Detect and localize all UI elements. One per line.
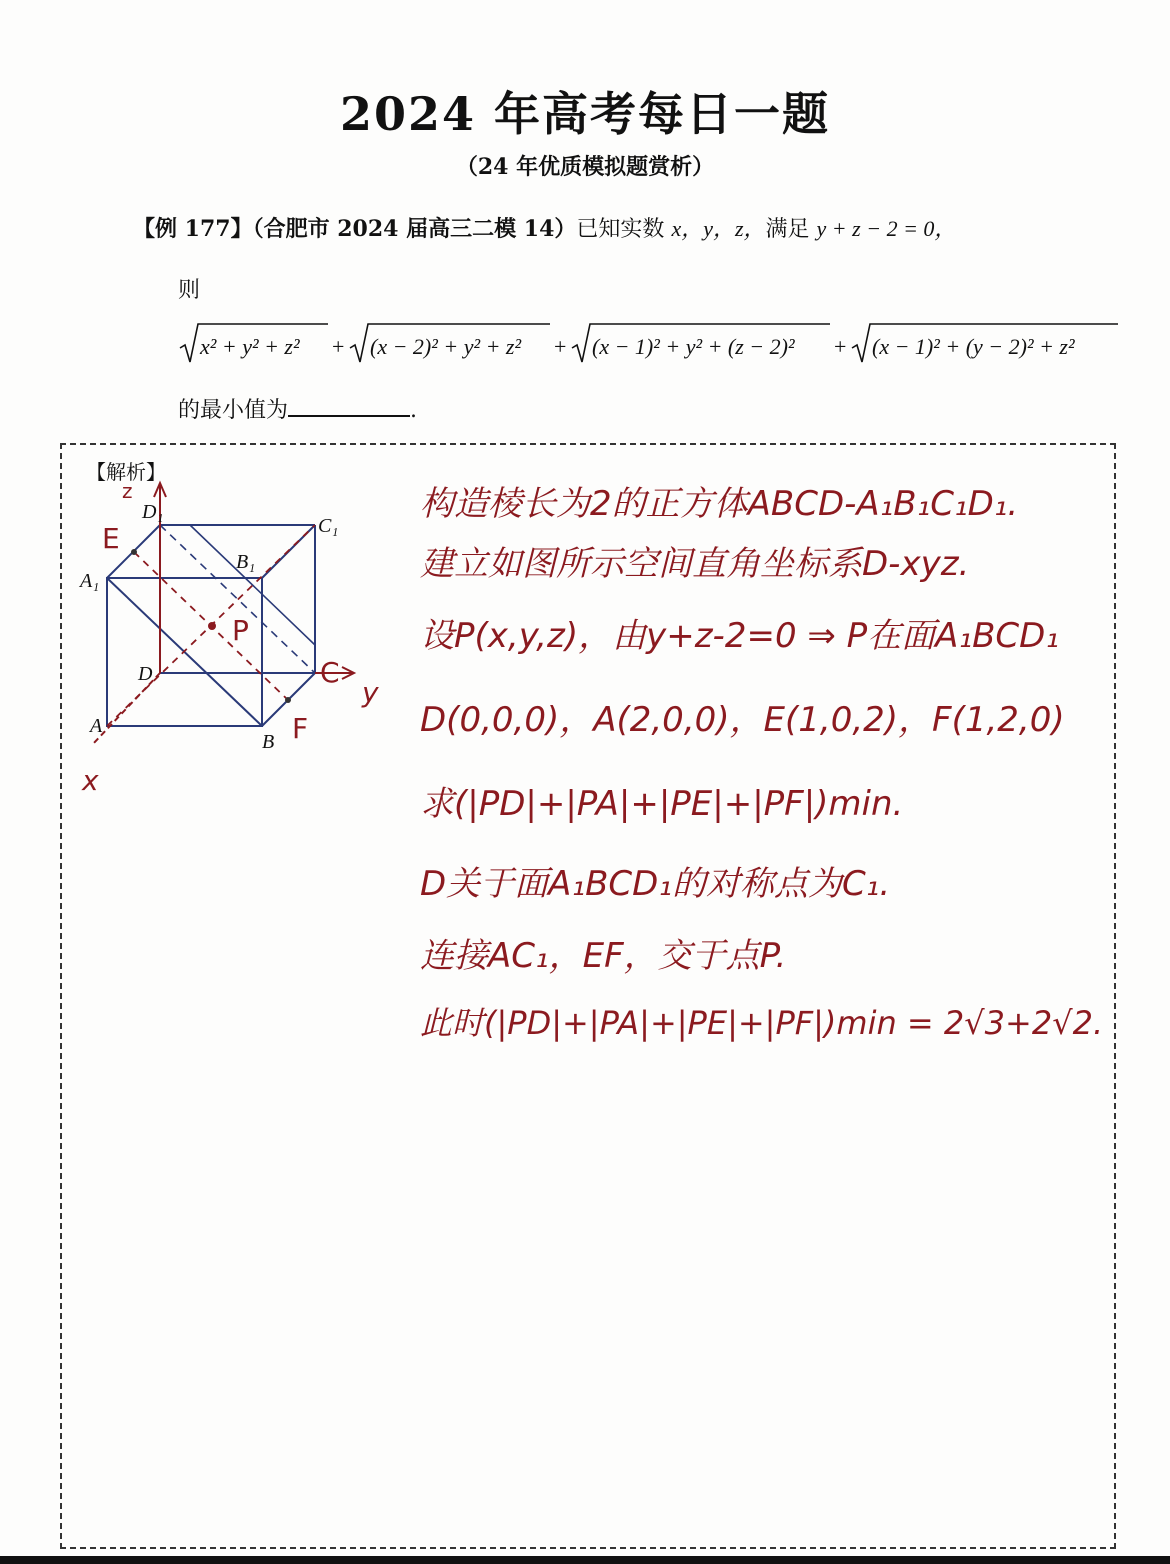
- formula-term-2: (x − 2)² + y² + z²: [370, 334, 522, 359]
- svg-text:+: +: [332, 334, 345, 359]
- hw-line-7: 连接AC₁，EF，交于点P.: [420, 936, 787, 976]
- formula: [178, 318, 1128, 368]
- example-tag: 【例 177】: [133, 216, 253, 242]
- label-C1: C₁: [318, 515, 339, 537]
- label-B: B: [262, 731, 275, 753]
- label-A: A: [90, 715, 103, 737]
- bottom-edge: [0, 1556, 1170, 1564]
- hw-line-6: D关于面A₁BCD₁的对称点为C₁.: [420, 864, 891, 904]
- answer-blank[interactable]: [288, 397, 410, 417]
- label-z: z: [122, 479, 133, 503]
- hw-line-3: 设P(x,y,z)，由y+z-2=0 ⇒ P在面A₁BCD₁: [420, 616, 1059, 656]
- problem-vars: x，y，z，: [671, 216, 766, 241]
- problem-statement: [133, 212, 956, 243]
- question-end: .: [410, 398, 418, 423]
- hw-line-5: 求(|PD|+|PA|+|PE|+|PF|)min.: [420, 784, 904, 824]
- question-text: 的最小值为: [178, 398, 289, 423]
- label-y: y: [362, 676, 379, 709]
- formula-term-4: (x − 1)² + (y − 2)² + z²: [872, 334, 1075, 359]
- formula-term-3: (x − 1)² + y² + (z − 2)²: [592, 334, 795, 359]
- hw-line-1: 构造棱长为2的正方体ABCD-A₁B₁C₁D₁.: [420, 484, 1019, 524]
- label-D1: D₁: [142, 501, 164, 523]
- label-P: P: [232, 614, 249, 647]
- formula-term-1: x² + y² + z²: [200, 334, 300, 359]
- hw-line-8: 此时(|PD|+|PA|+|PE|+|PF|)min = 2√3+2√2.: [420, 1004, 1104, 1042]
- problem-source: （合肥市 2024 届高三二模 14）: [252, 216, 577, 242]
- question-prompt: [178, 393, 417, 424]
- condition-prefix: 满足: [765, 217, 810, 242]
- hw-line-2: 建立如图所示空间直角坐标系D-xyz.: [420, 544, 970, 584]
- label-x: x: [82, 764, 99, 797]
- problem-text: 已知实数: [576, 217, 665, 242]
- page-title: 2024 年高考每日一题: [339, 87, 831, 141]
- then-word: 则: [178, 278, 201, 303]
- page-subtitle: （24 年优质模拟题赏析）: [455, 154, 715, 180]
- cube-figure: [70, 470, 400, 800]
- label-E: E: [102, 522, 120, 555]
- hw-line-4: D(0,0,0)，A(2,0,0)，E(1,0,2)，F(1,2,0): [420, 700, 1065, 740]
- label-F: F: [292, 712, 309, 745]
- svg-text:+: +: [554, 334, 567, 359]
- label-D: D: [138, 663, 153, 685]
- label-A1: A₁: [80, 570, 100, 592]
- label-C: C: [320, 656, 340, 689]
- svg-text:+: +: [834, 334, 847, 359]
- problem-condition: y + z − 2 = 0，: [816, 216, 957, 241]
- label-B1: B₁: [236, 551, 256, 573]
- analysis-label: 【解析】: [86, 460, 166, 484]
